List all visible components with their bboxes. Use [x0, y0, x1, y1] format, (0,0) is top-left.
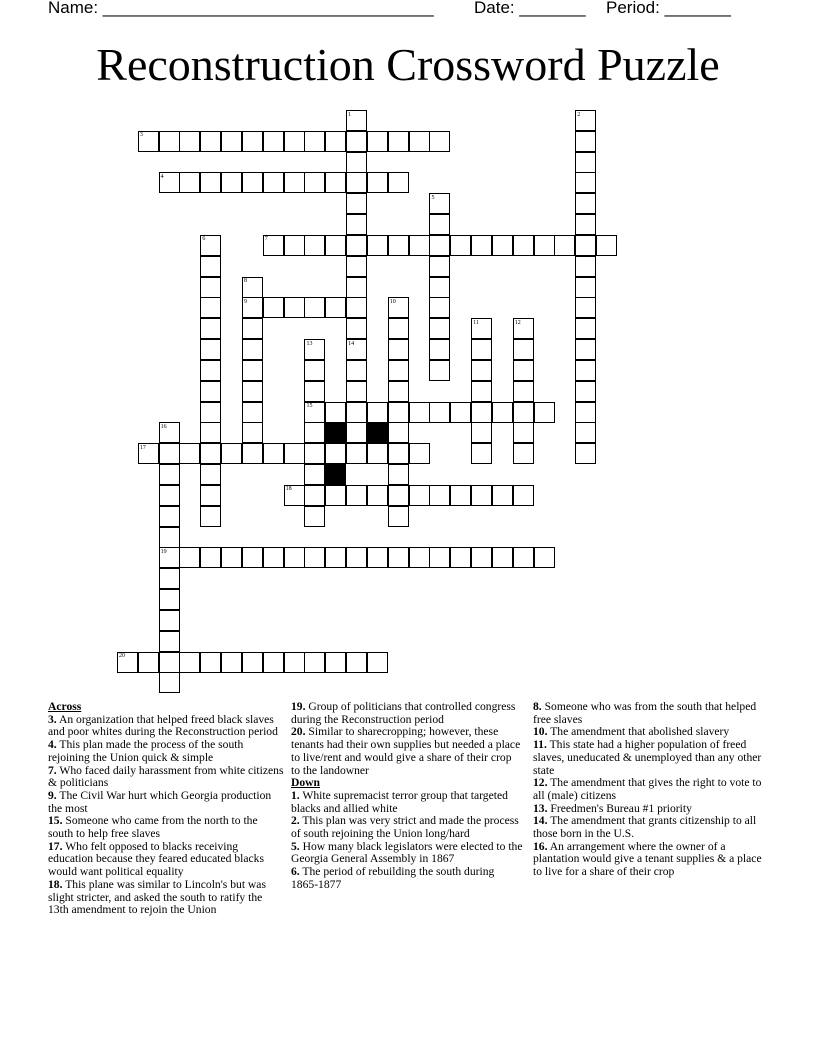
clue-text: The period of rebuilding the south during 1865-1877 [291, 865, 495, 891]
section-heading: Across [48, 700, 82, 713]
clue-number: 16 [160, 423, 167, 430]
clue-text: The amendment that abolished slavery [550, 725, 730, 739]
crossword-cell[interactable] [575, 297, 596, 318]
clue-item [48, 815, 284, 840]
crossword-cell[interactable] [263, 547, 284, 568]
crossword-cell[interactable] [575, 277, 596, 298]
clue-text: This plan made the process of the south rejoining the Union quick & simple [48, 738, 244, 764]
crossword-cell[interactable] [575, 193, 596, 214]
crossword-cell[interactable] [346, 214, 367, 235]
clue-item [533, 815, 767, 840]
crossword-cell[interactable] [200, 318, 221, 339]
crossword-cell[interactable] [575, 422, 596, 443]
clue-number-label: 12. [533, 776, 548, 790]
crossword-cell[interactable] [200, 172, 221, 193]
section-heading: Down [291, 776, 320, 790]
crossword-cell[interactable] [159, 485, 180, 506]
clue-text: How many black legislators were elected to the Georgia General Assembly in 1867 [291, 839, 523, 866]
clue-number-label: 16. [533, 839, 548, 853]
crossword-cell[interactable] [450, 547, 471, 568]
crossword-cell[interactable] [346, 256, 367, 277]
crossword-cell[interactable] [367, 235, 388, 256]
crossword-cell[interactable] [429, 131, 450, 152]
clue-item [291, 726, 523, 777]
crossword-cell[interactable] [304, 506, 325, 527]
crossword-cell[interactable] [346, 485, 367, 506]
crossword-cell[interactable] [429, 235, 450, 256]
crossword-cell[interactable] [429, 360, 450, 381]
crossword-cell[interactable] [242, 172, 263, 193]
clue-column-2 [291, 701, 523, 892]
clue-number: 7 [264, 236, 268, 243]
crossword-cell[interactable] [346, 297, 367, 318]
crossword-cell[interactable] [242, 652, 263, 673]
crossword-cell[interactable] [242, 360, 263, 381]
crossword-cell[interactable] [367, 485, 388, 506]
clue-number: 2 [577, 111, 581, 118]
crossword-cell[interactable] [325, 402, 346, 423]
crossword-cell[interactable] [179, 443, 200, 464]
crossword-cell[interactable] [471, 360, 492, 381]
crossword-cell[interactable] [450, 485, 471, 506]
crossword-cell[interactable] [471, 381, 492, 402]
clue-number: 1 [348, 111, 352, 118]
crossword-cell[interactable] [575, 381, 596, 402]
crossword-cell[interactable] [534, 547, 555, 568]
crossword-cell[interactable] [575, 443, 596, 464]
crossword-cell[interactable] [263, 443, 284, 464]
crossword-cell[interactable] [367, 172, 388, 193]
clue-number: 20 [119, 653, 125, 660]
crossword-cell[interactable] [346, 422, 367, 443]
clue-text: Someone who was from the south that helped free slaves [533, 700, 757, 726]
crossword-cell[interactable] [450, 402, 471, 423]
clue-item [533, 777, 767, 802]
crossword-cell[interactable] [304, 297, 325, 318]
crossword-cell[interactable] [242, 381, 263, 402]
crossword-cell[interactable] [429, 318, 450, 339]
crossword-cell[interactable] [200, 464, 221, 485]
crossword-cell[interactable] [346, 547, 367, 568]
crossword-cell[interactable] [304, 131, 325, 152]
crossword-cell[interactable] [346, 402, 367, 423]
crossword-cell[interactable] [284, 547, 305, 568]
clue-item [291, 815, 523, 840]
crossword-cell[interactable] [159, 527, 180, 548]
black-square [325, 464, 346, 485]
crossword-cell[interactable] [346, 152, 367, 173]
clue-item [533, 739, 767, 777]
clue-number: 3 [139, 132, 143, 139]
crossword-cell[interactable] [575, 235, 596, 256]
crossword-cell[interactable] [471, 339, 492, 360]
clue-number: 15 [306, 403, 313, 410]
clue-item [48, 765, 284, 790]
crossword-cell[interactable] [159, 131, 180, 152]
crossword-cell[interactable] [388, 235, 409, 256]
clue-text: This state had a higher population of freed slaves, uneducated & unemployed than any other state [533, 738, 762, 777]
crossword-cell[interactable] [388, 172, 409, 193]
crossword-cell[interactable] [346, 172, 367, 193]
clue-number: 19 [160, 548, 167, 555]
crossword-cell[interactable] [200, 277, 221, 298]
crossword-cell[interactable] [200, 131, 221, 152]
crossword-cell[interactable] [200, 443, 221, 464]
crossword-cell[interactable] [492, 235, 513, 256]
crossword-cell[interactable] [513, 443, 534, 464]
crossword-cell[interactable] [367, 402, 388, 423]
crossword-cell[interactable] [429, 256, 450, 277]
crossword-cell[interactable] [492, 485, 513, 506]
clue-number-label: 8. [533, 700, 542, 713]
crossword-cell[interactable] [534, 235, 555, 256]
clue-number-label: 2. [291, 814, 300, 828]
clue-number-label: 7. [48, 763, 57, 777]
crossword-cell[interactable] [304, 547, 325, 568]
crossword-cell[interactable] [159, 589, 180, 610]
crossword-cell[interactable] [367, 652, 388, 673]
clue-text: Who faced daily harassment from white citizens & politicians [48, 763, 284, 790]
crossword-cell[interactable] [575, 339, 596, 360]
clue-item [291, 790, 523, 815]
clue-number-label: 3. [48, 712, 57, 726]
crossword-cell[interactable] [221, 443, 242, 464]
crossword-cell[interactable] [388, 443, 409, 464]
crossword-cell[interactable] [304, 422, 325, 443]
crossword-cell[interactable] [325, 485, 346, 506]
crossword-cell[interactable] [492, 547, 513, 568]
crossword-cell[interactable] [409, 131, 430, 152]
crossword-cell[interactable] [388, 339, 409, 360]
crossword-cell[interactable] [346, 360, 367, 381]
crossword-cell[interactable] [409, 547, 430, 568]
clue-number: 5 [431, 194, 435, 201]
clue-number-label: 19. [291, 700, 306, 713]
crossword-cell[interactable] [284, 652, 305, 673]
crossword-cell[interactable] [304, 381, 325, 402]
crossword-cell[interactable] [325, 172, 346, 193]
crossword-cell[interactable] [513, 339, 534, 360]
black-square [367, 422, 388, 443]
crossword-cell[interactable] [471, 485, 492, 506]
clue-number: 18 [285, 486, 292, 493]
crossword-cell[interactable] [159, 443, 180, 464]
crossword-cell[interactable] [388, 381, 409, 402]
crossword-cell[interactable] [429, 485, 450, 506]
clue-number-label: 11. [533, 738, 547, 752]
clue-text: This plane was similar to Lincoln's but was slight stricter, and asked the south to ratify the 13th amendment to rejoin the Union [48, 877, 266, 917]
crossword-cell[interactable] [284, 235, 305, 256]
crossword-cell[interactable] [346, 193, 367, 214]
crossword-cell[interactable] [367, 131, 388, 152]
crossword-cell[interactable] [159, 464, 180, 485]
crossword-cell[interactable] [513, 402, 534, 423]
crossword-cell[interactable] [409, 235, 430, 256]
crossword-cell[interactable] [221, 131, 242, 152]
clue-number-label: 10. [533, 725, 548, 739]
crossword-cell[interactable] [513, 381, 534, 402]
crossword-cell[interactable] [346, 443, 367, 464]
crossword-cell[interactable] [388, 506, 409, 527]
crossword-cell[interactable] [242, 318, 263, 339]
crossword-cell[interactable] [554, 235, 575, 256]
crossword-cell[interactable] [325, 652, 346, 673]
crossword-cell[interactable] [200, 339, 221, 360]
clue-number: 17 [139, 444, 146, 451]
crossword-cell[interactable] [304, 235, 325, 256]
crossword-cell[interactable] [200, 485, 221, 506]
crossword-cell[interactable] [388, 422, 409, 443]
crossword-cell[interactable] [221, 172, 242, 193]
crossword-cell[interactable] [513, 547, 534, 568]
crossword-cell[interactable] [263, 131, 284, 152]
crossword-cell[interactable] [471, 235, 492, 256]
clue-item [48, 790, 284, 815]
clue-number: 10 [389, 298, 396, 305]
crossword-cell[interactable] [200, 547, 221, 568]
clue-number: 13 [306, 340, 313, 347]
black-square [325, 422, 346, 443]
clue-text: The amendment that gives the right to vote to all (male) citizens [533, 776, 762, 802]
crossword-cell[interactable] [159, 568, 180, 589]
crossword-cell[interactable] [471, 443, 492, 464]
crossword-cell[interactable] [284, 172, 305, 193]
clue-text: Freedmen's Bureau #1 priority [550, 801, 692, 815]
crossword-cell[interactable] [200, 652, 221, 673]
crossword-cell[interactable] [513, 235, 534, 256]
clue-number-label: 14. [533, 814, 548, 828]
clue-number: 8 [243, 278, 247, 285]
clue-item [291, 866, 523, 891]
clue-text: Someone who came from the north to the south to help free slaves [48, 814, 258, 841]
crossword-cell[interactable] [242, 547, 263, 568]
crossword-cell[interactable] [304, 464, 325, 485]
crossword-cell[interactable] [575, 131, 596, 152]
crossword-cell[interactable] [138, 652, 159, 673]
clue-text: An arrangement where the owner of a plantation would give a tenant supplies & a place to live for a share of their crop [533, 839, 762, 879]
clue-number-label: 4. [48, 738, 57, 752]
crossword-cell[interactable] [471, 422, 492, 443]
crossword-cell[interactable] [429, 339, 450, 360]
clue-number: 12 [514, 319, 521, 326]
crossword-cell[interactable] [575, 152, 596, 173]
crossword-cell[interactable] [575, 256, 596, 277]
crossword-cell[interactable] [429, 402, 450, 423]
clue-text: Who felt opposed to blacks receiving education because they feared educated blacks would want political equality [48, 839, 264, 879]
crossword-cell[interactable] [200, 256, 221, 277]
crossword-cell[interactable] [284, 443, 305, 464]
crossword-cell[interactable] [221, 547, 242, 568]
crossword-cell[interactable] [159, 610, 180, 631]
crossword-cell[interactable] [346, 318, 367, 339]
clue-column-1 [48, 701, 284, 917]
crossword-cell[interactable] [429, 277, 450, 298]
clue-text: An organization that helped freed black slaves and poor whites during the Reconstruction period [48, 712, 278, 739]
crossword-cell[interactable] [325, 235, 346, 256]
clue-text: Similar to sharecropping; however, these tenants had their own supplies but needed a place to live/rent and would give a share of their crop to the landowner [291, 725, 521, 777]
crossword-cell[interactable] [284, 131, 305, 152]
clue-number: 11 [473, 319, 479, 326]
crossword-cell[interactable] [388, 464, 409, 485]
crossword-cell[interactable] [325, 131, 346, 152]
crossword-cell[interactable] [492, 402, 513, 423]
name-field[interactable]: Name: ___________________________________ [48, 0, 434, 17]
clue-number-label: 6. [291, 865, 300, 879]
crossword-cell[interactable] [596, 235, 617, 256]
crossword-cell[interactable] [179, 131, 200, 152]
page-title: Reconstruction Crossword Puzzle [96, 39, 720, 90]
crossword-cell[interactable] [242, 339, 263, 360]
crossword-cell[interactable] [263, 172, 284, 193]
crossword-cell[interactable] [575, 360, 596, 381]
clue-item [533, 701, 767, 726]
crossword-cell[interactable] [346, 381, 367, 402]
crossword-cell[interactable] [159, 672, 180, 693]
crossword-cell[interactable] [179, 652, 200, 673]
crossword-cell[interactable] [575, 318, 596, 339]
crossword-cell[interactable] [179, 547, 200, 568]
crossword-cell[interactable] [159, 631, 180, 652]
crossword-cell[interactable] [200, 297, 221, 318]
clue-item [291, 701, 523, 726]
clue-item [291, 841, 523, 866]
crossword-cell[interactable] [304, 443, 325, 464]
clue-column-3 [533, 701, 767, 879]
crossword-cell[interactable] [304, 172, 325, 193]
crossword-cell[interactable] [200, 506, 221, 527]
crossword-cell[interactable] [242, 402, 263, 423]
crossword-cell[interactable] [200, 402, 221, 423]
crossword-cell[interactable] [409, 443, 430, 464]
crossword-cell[interactable] [388, 318, 409, 339]
crossword-cell[interactable] [346, 235, 367, 256]
crossword-cell[interactable] [263, 297, 284, 318]
crossword-cell[interactable] [367, 547, 388, 568]
clue-text: The amendment that grants citizenship to all those born in the U.S. [533, 814, 757, 841]
crossword-cell[interactable] [575, 172, 596, 193]
clue-number-label: 17. [48, 839, 63, 853]
crossword-cell[interactable] [325, 443, 346, 464]
clue-text: This plan was very strict and made the process of south rejoining the Union long/hard [291, 814, 519, 841]
date-field[interactable]: Date: _______ [474, 0, 586, 17]
crossword-cell[interactable] [221, 652, 242, 673]
crossword-cell[interactable] [304, 360, 325, 381]
clue-number-label: 9. [48, 788, 57, 802]
clue-text: The Civil War hurt which Georgia production the most [48, 788, 272, 815]
crossword-cell[interactable] [304, 652, 325, 673]
crossword-cell[interactable] [346, 652, 367, 673]
crossword-cell[interactable] [513, 485, 534, 506]
crossword-cell[interactable] [388, 131, 409, 152]
crossword-cell[interactable] [471, 402, 492, 423]
clue-item [48, 879, 284, 917]
crossword-cell[interactable] [388, 402, 409, 423]
clue-number: 4 [160, 173, 164, 180]
crossword-cell[interactable] [513, 422, 534, 443]
clue-text: White supremacist terror group that targeted blacks and allied white [291, 788, 508, 815]
crossword-cell[interactable] [242, 422, 263, 443]
crossword-cell[interactable] [284, 297, 305, 318]
crossword-cell[interactable] [409, 402, 430, 423]
crossword-cell[interactable] [242, 131, 263, 152]
crossword-cell[interactable] [534, 402, 555, 423]
crossword-cell[interactable] [159, 506, 180, 527]
crossword-cell[interactable] [200, 422, 221, 443]
crossword-cell[interactable] [513, 360, 534, 381]
crossword-cell[interactable] [429, 547, 450, 568]
crossword-cell[interactable] [159, 652, 180, 673]
crossword-cell[interactable] [388, 547, 409, 568]
clue-number-label: 13. [533, 801, 548, 815]
clue-text: Group of politicians that controlled congress during the Reconstruction period [291, 700, 516, 726]
crossword-cell[interactable] [346, 277, 367, 298]
crossword-cell[interactable] [388, 485, 409, 506]
clue-number-label: 15. [48, 814, 63, 828]
crossword-cell[interactable] [242, 443, 263, 464]
crossword-cell[interactable] [450, 235, 471, 256]
crossword-cell[interactable] [471, 547, 492, 568]
crossword-cell[interactable] [325, 547, 346, 568]
crossword-cell[interactable] [200, 381, 221, 402]
clue-number: 9 [243, 298, 247, 305]
crossword-cell[interactable] [263, 652, 284, 673]
crossword-cell[interactable] [429, 297, 450, 318]
clue-number: 6 [202, 236, 206, 243]
clue-number-label: 1. [291, 788, 300, 802]
clue-number-label: 18. [48, 877, 63, 891]
clue-item [48, 714, 284, 739]
clue-item [48, 841, 284, 879]
crossword-cell[interactable] [346, 131, 367, 152]
clue-item [533, 841, 767, 879]
period-field[interactable]: Period: _______ [606, 0, 731, 17]
crossword-cell[interactable] [388, 360, 409, 381]
crossword-cell[interactable] [429, 214, 450, 235]
clue-number-label: 5. [291, 839, 300, 853]
crossword-cell[interactable] [179, 172, 200, 193]
crossword-cell[interactable] [575, 402, 596, 423]
clue-number: 14 [348, 340, 355, 347]
crossword-cell[interactable] [304, 485, 325, 506]
clue-item [48, 739, 284, 764]
crossword-cell[interactable] [575, 214, 596, 235]
crossword-cell[interactable] [200, 360, 221, 381]
clue-number-label: 20. [291, 725, 306, 739]
crossword-cell[interactable] [409, 485, 430, 506]
crossword-cell[interactable] [325, 297, 346, 318]
crossword-cell[interactable] [367, 443, 388, 464]
